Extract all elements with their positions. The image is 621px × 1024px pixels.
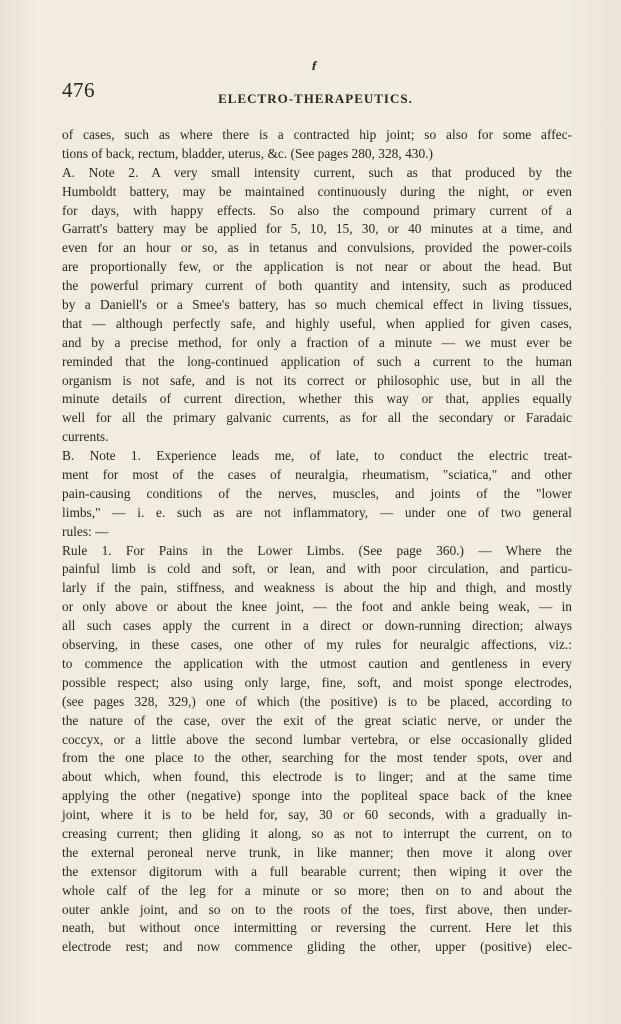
text-line: limbs," — i. e. such as are not inflammatory, — under one of two general <box>62 504 572 520</box>
text-line: to commence the application with the utmost caution and gentleness in every <box>62 655 572 671</box>
stray-mark: f <box>310 57 318 74</box>
text-line: for days, with happy effects. So also the compound primary current of a <box>62 202 572 218</box>
text-line <box>62 957 572 976</box>
text-line: outer ankle joint, and so on to the roots of the toes, first above, then under- <box>62 901 572 917</box>
text-line: applying the other (negative) sponge into the popliteal space back of the knee <box>62 788 572 804</box>
text-line: that — although perfectly safe, and highly useful, when applied for given cases, <box>62 315 572 331</box>
text-line: Rule 1. For Pains in the Lower Limbs. (See page 360.) — Where the <box>62 542 572 558</box>
text-line: and by a precise method, for only a fraction of a minute — we must ever be <box>62 334 572 350</box>
text-line: (see pages 328, 329,) one of which (the positive) is to be placed, according to <box>62 693 572 709</box>
text-line: rules: — <box>62 523 109 539</box>
text-line: well for all the primary galvanic currents, as for all the secondary or Faradaic <box>62 410 572 426</box>
text-line: currents. <box>62 429 109 445</box>
text-line: the nature of the case, over the exit of the great sciatic nerve, or under the <box>62 712 572 728</box>
text-line: organism is not safe, and is not its correct or philosophic use, but in all the <box>62 372 572 388</box>
text-line: B. Note 1. Experience leads me, of late, to conduct the electric treat- <box>62 448 572 464</box>
text-line: painful limb is cold and soft, or lean, and with poor circulation, and particu- <box>62 561 572 577</box>
text-line: tions of back, rectum, bladder, uterus, &c. (See pages 280, 328, 430.) <box>62 145 433 161</box>
text-line: neath, but without once intermitting or reversing the current. Here let this <box>62 920 572 936</box>
text-line: observing, in these cases, one other of my rules for neuralgic affections, viz.: <box>62 637 572 653</box>
text-line: ment for most of the cases of neuralgia, rheumatism, "sciatica," and other <box>62 467 572 483</box>
text-line: about which, when found, this electrode is to linger; and at the same time <box>62 769 572 785</box>
text-line: the extensor digitorum with a full bearable current; then wiping it over the <box>62 863 572 879</box>
text-line: larly if the pain, stiffness, and weakness is about the hip and thigh, and mostly <box>62 580 572 596</box>
text-line: of cases, such as where there is a contracted hip joint; so also for some affec- <box>62 127 572 142</box>
text-line: creasing current; then gliding it along, so as not to interrupt the current, on to <box>62 825 572 841</box>
text-line: minute details of current direction, whether this way or that, applies equally <box>62 391 572 407</box>
body-text <box>62 126 572 976</box>
text-line: are proportionally few, or the application is not near or about the head. But <box>62 259 572 275</box>
text-line: whole calf of the leg for a minute or so more; then on to and about the <box>62 882 572 898</box>
text-line: possible respect; also using only large, fine, soft, and moist sponge electrodes, <box>62 674 572 690</box>
text-line: A. Note 2. A very small intensity current, such as that produced by the <box>62 164 572 180</box>
text-line: or only above or about the knee joint, — the foot and ankle being weak, — in <box>62 599 572 615</box>
text-line: all such cases apply the current in a direct or down-running direction; always <box>62 618 572 634</box>
text-line: even for an hour or so, as in tetanus and convulsions, provided the power-coils <box>62 240 572 256</box>
text-line: by a Daniell's or a Smee's battery, has so much chemical effect in living tissues, <box>62 297 572 313</box>
text-line: Garratt's battery may be applied for 5, 10, 15, 30, or 40 minutes at a time, and <box>62 221 572 237</box>
text-line: pain-causing conditions of the nerves, muscles, and joints of the "lower <box>62 485 572 501</box>
text-line: coccyx, or a little above the second lumbar vertebra, or else occasionally glided <box>62 731 572 747</box>
text-line: joint, where it is to be held for, say, 30 or 60 seconds, with a gradually in- <box>62 807 572 823</box>
running-head: ELECTRO-THERAPEUTICS. <box>218 91 413 106</box>
page-number: 476 <box>62 78 95 102</box>
text-line: the external peroneal nerve trunk, in like manner; then move it along over <box>62 844 572 860</box>
text-line: Humboldt battery, may be maintained continuously during the night, or even <box>62 183 572 199</box>
text-line: the powerful primary current of both quantity and intensity, such as produced <box>62 278 572 294</box>
text-line: reminded that the long-continued application of such a current to the human <box>62 353 572 369</box>
text-line: electrode rest; and now commence gliding the other, upper (positive) elec- <box>62 939 572 955</box>
text-line: from the one place to the other, searching for the most tender spots, over and <box>62 750 572 766</box>
